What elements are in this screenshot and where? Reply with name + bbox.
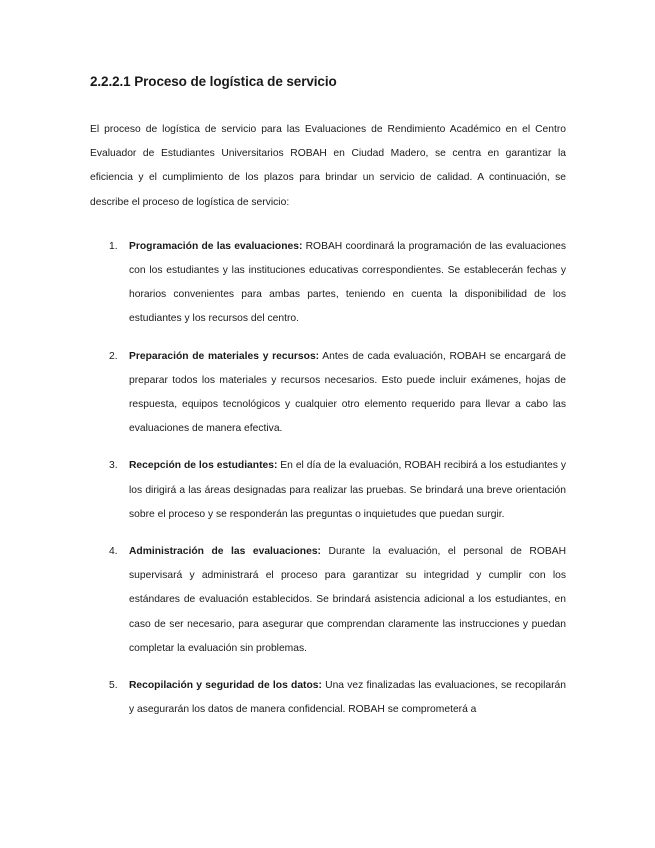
item-text: En el día de la evaluación, ROBAH recibirá a los estudiantes y los dirigirá a las áreas designadas para realizar las pruebas. Se brindará una breve orientación sobre el proceso y se responderán las preguntas o inquietudes que puedan surgir. bbox=[129, 460, 566, 520]
document-page bbox=[90, 72, 566, 735]
item-text: ROBAH coordinará la programación de las evaluaciones con los estudiantes y las instituciones educativas correspondientes. Se establecerán fechas y horarios convenientes para ambas partes, teniendo en cuenta la disponibilidad de los estudiantes y los recursos del centro. bbox=[129, 240, 566, 325]
list-item bbox=[90, 235, 566, 332]
item-title: Administración de las evaluaciones: bbox=[129, 546, 321, 558]
item-title: Preparación de materiales y recursos: bbox=[129, 350, 320, 362]
list-item bbox=[90, 540, 566, 661]
item-number: 3. bbox=[109, 460, 118, 472]
item-text: Una vez finalizadas las evaluaciones, se recopilarán y asegurarán los datos de manera confidencial. ROBAH se comprometerá a bbox=[129, 680, 566, 716]
item-number: 5. bbox=[109, 680, 118, 692]
process-steps-list bbox=[90, 235, 566, 723]
item-title: Recopilación y seguridad de los datos: bbox=[129, 680, 322, 692]
item-text: Antes de cada evaluación, ROBAH se encargará de preparar todos los materiales y recursos necesarios. Esto puede incluir exámenes, hojas de respuesta, equipos tecnológicos y cualquier otro elemento requerido para llevar a cabo las evaluaciones de manera efectiva. bbox=[129, 350, 566, 435]
item-title: Programación de las evaluaciones: bbox=[129, 240, 303, 252]
section-heading: 2.2.2.1 Proceso de logística de servicio bbox=[90, 74, 337, 89]
list-item bbox=[90, 674, 566, 722]
item-number: 2. bbox=[109, 350, 118, 362]
item-text: Durante la evaluación, el personal de ROBAH supervisará y administrará el proceso para garantizar su integridad y cumplir con los estándares de evaluación establecidos. Se brindará asistencia adicional a los estudiantes, en caso de ser necesario, para asegurar que comprendan claramente las instrucciones y puedan completar la evaluación sin problemas. bbox=[129, 546, 567, 654]
item-number: 1. bbox=[109, 240, 118, 252]
list-item bbox=[90, 345, 566, 442]
item-number: 4. bbox=[109, 546, 118, 558]
list-item bbox=[90, 454, 566, 527]
item-title: Recepción de los estudiantes: bbox=[129, 460, 278, 472]
intro-paragraph: El proceso de logística de servicio para las Evaluaciones de Rendimiento Académico en el Centro Evaluador de Estudiantes Universitarios ROBAH en Ciudad Madero, se centra en garantizar la eficiencia y el cumplimiento de los plazos para brindar un servicio de calidad. A continuación, se describe el proceso de logística de servicio: bbox=[90, 124, 566, 208]
